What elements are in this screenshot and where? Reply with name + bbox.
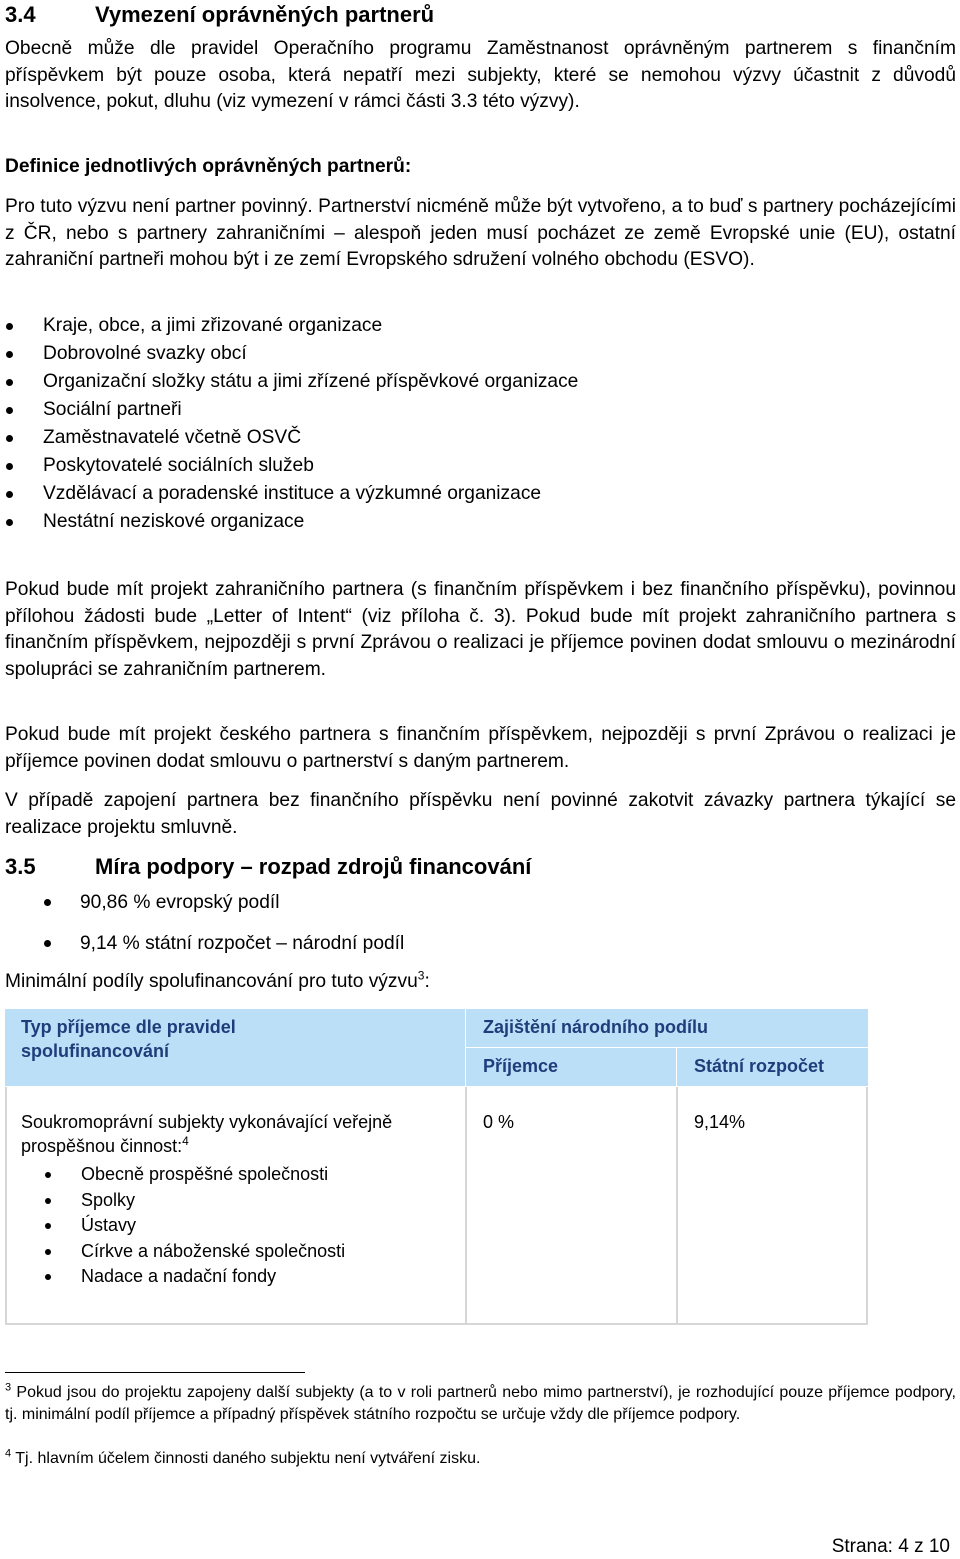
list-item: Organizační složky státu a jimi zřízené příspěvkové organizace xyxy=(5,368,578,396)
min-share-text xyxy=(5,969,956,996)
list-item: Dobrovolné svazky obcí xyxy=(5,340,578,368)
table-border xyxy=(866,1087,868,1325)
list-item: Ústavy xyxy=(5,1213,449,1239)
footnote-4 xyxy=(5,1448,956,1470)
table-cell-recipient: 0 % xyxy=(483,1112,515,1132)
list-item: Obecně prospěšné společnosti xyxy=(5,1162,449,1188)
row-label-text: Soukromoprávní subjekty vykonávající veřejně prospěšnou činnost: xyxy=(21,1112,393,1156)
list-item: Poskytovatelé sociálních služeb xyxy=(5,452,578,480)
table-cell-type xyxy=(5,1087,465,1325)
footnote-number: 3 xyxy=(5,1381,12,1394)
row-subject-list xyxy=(5,1162,449,1290)
definition-paragraph: Pro tuto výzvu není partner povinný. Partnerství nicméně může být vytvořeno, a to buď s partnery pocházejícími z ČR, nebo s partnery zahraničními – alespoň jeden musí pocházet ze země Evropské unie (EU), ostatní zahraniční partneři mohou být i ze zemí Evropského sdružení volného obchodu (ESVO). xyxy=(5,196,956,270)
no-contribution-paragraph: V případě zapojení partnera bez finančního příspěvku není povinné zakotvit závazky partnera týkající se realizace projektu smluvně. xyxy=(5,790,956,838)
list-item: Sociální partneři xyxy=(5,396,578,424)
section-title: Míra podpory – rozpad zdrojů financování xyxy=(95,854,532,879)
table-border xyxy=(5,1323,868,1325)
list-item: Kraje, obce, a jimi zřizované organizace xyxy=(5,312,578,340)
funding-share-list xyxy=(5,882,404,964)
section-number: 3.4 xyxy=(5,2,36,27)
list-item: Církve a náboženské společnosti xyxy=(5,1239,449,1265)
footnote-ref: 4 xyxy=(182,1134,189,1148)
czech-partner-paragraph: Pokud bude mít projekt českého partnera s finančním příspěvkem, nejpozději s první Zprávou o realizaci je příjemce povinen dodat smlouvu o partnerství s daným partnerem. xyxy=(5,724,956,772)
footnote-text: Pokud jsou do projektu zapojeny další subjekty (a to v roli partnerů nebo mimo partnerství), je rozhodující pouze příjemce podpory, tj. minimální podíl příjemce a případný příspěvek státního rozpočtu se určuje vždy dle příjemce podpory. xyxy=(5,1384,956,1423)
list-item: 90,86 % evropský podíl xyxy=(5,882,404,923)
section-heading-3-5 xyxy=(5,854,531,880)
list-item: Vzdělávací a poradenské instituce a výzkumné organizace xyxy=(5,480,578,508)
footnote-3 xyxy=(5,1382,956,1426)
table-border xyxy=(5,1086,868,1087)
footnote-ref: 3 xyxy=(417,968,425,983)
footnote-number: 4 xyxy=(5,1447,12,1460)
table-border xyxy=(5,1087,7,1325)
list-item: Spolky xyxy=(5,1188,449,1214)
section-number: 3.5 xyxy=(5,854,36,879)
min-share-suffix: : xyxy=(424,971,430,992)
table-border xyxy=(465,1087,467,1325)
table-header-state: Státní rozpočet xyxy=(677,1048,868,1086)
partner-type-list xyxy=(5,312,578,536)
min-share-label: Minimální podíly spolufinancování pro tuto výzvu xyxy=(5,971,418,992)
list-item: Nadace a nadační fondy xyxy=(5,1264,449,1290)
table-header-group: Zajištění národního podílu xyxy=(466,1009,868,1047)
table-header-recipient: Příjemce xyxy=(466,1048,676,1086)
footnote-rule xyxy=(5,1372,305,1373)
table-border xyxy=(676,1087,678,1325)
page-number: Strana: 4 z 10 xyxy=(831,1536,950,1557)
list-item: Zaměstnavatelé včetně OSVČ xyxy=(5,424,578,452)
section-title: Vymezení oprávněných partnerů xyxy=(95,2,435,27)
list-item: 9,14 % státní rozpočet – národní podíl xyxy=(5,923,404,964)
row-label xyxy=(21,1110,401,1158)
intro-paragraph: Obecně může dle pravidel Operačního programu Zaměstnanost oprávněným partnerem s finančním příspěvkem být pouze osoba, která nepatří mezi subjekty, které se nemohou výzvy účastnit z důvodů insolvence, pokut, dluhu (viz vymezení v rámci části 3.3 této výzvy). xyxy=(5,38,956,112)
partners-subheading: Definice jednotlivých oprávněných partnerů: xyxy=(5,156,412,177)
foreign-partner-paragraph: Pokud bude mít projekt zahraničního partnera (s finančním příspěvkem i bez finančního příspěvku), povinnou přílohou žádosti bude „Letter of Intent“ (viz příloha č. 3). Pokud bude mít projekt zahraničního partnera s finančním příspěvkem, nejpozději s první Zprávou o realizaci je příjemce povinen dodat smlouvu o mezinárodní spolupráci se zahraničním partnerem. xyxy=(5,579,956,680)
cofinancing-table xyxy=(5,1009,868,1325)
list-item: Nestátní neziskové organizace xyxy=(5,508,578,536)
table-cell-state: 9,14% xyxy=(694,1112,746,1132)
table-header-type xyxy=(5,1009,465,1086)
section-heading-3-4 xyxy=(5,2,434,28)
footnote-text: Tj. hlavním účelem činnosti daného subjektu není vytváření zisku. xyxy=(15,1450,481,1467)
header-label: Typ příjemce dle pravidel spolufinancování xyxy=(21,1017,236,1061)
